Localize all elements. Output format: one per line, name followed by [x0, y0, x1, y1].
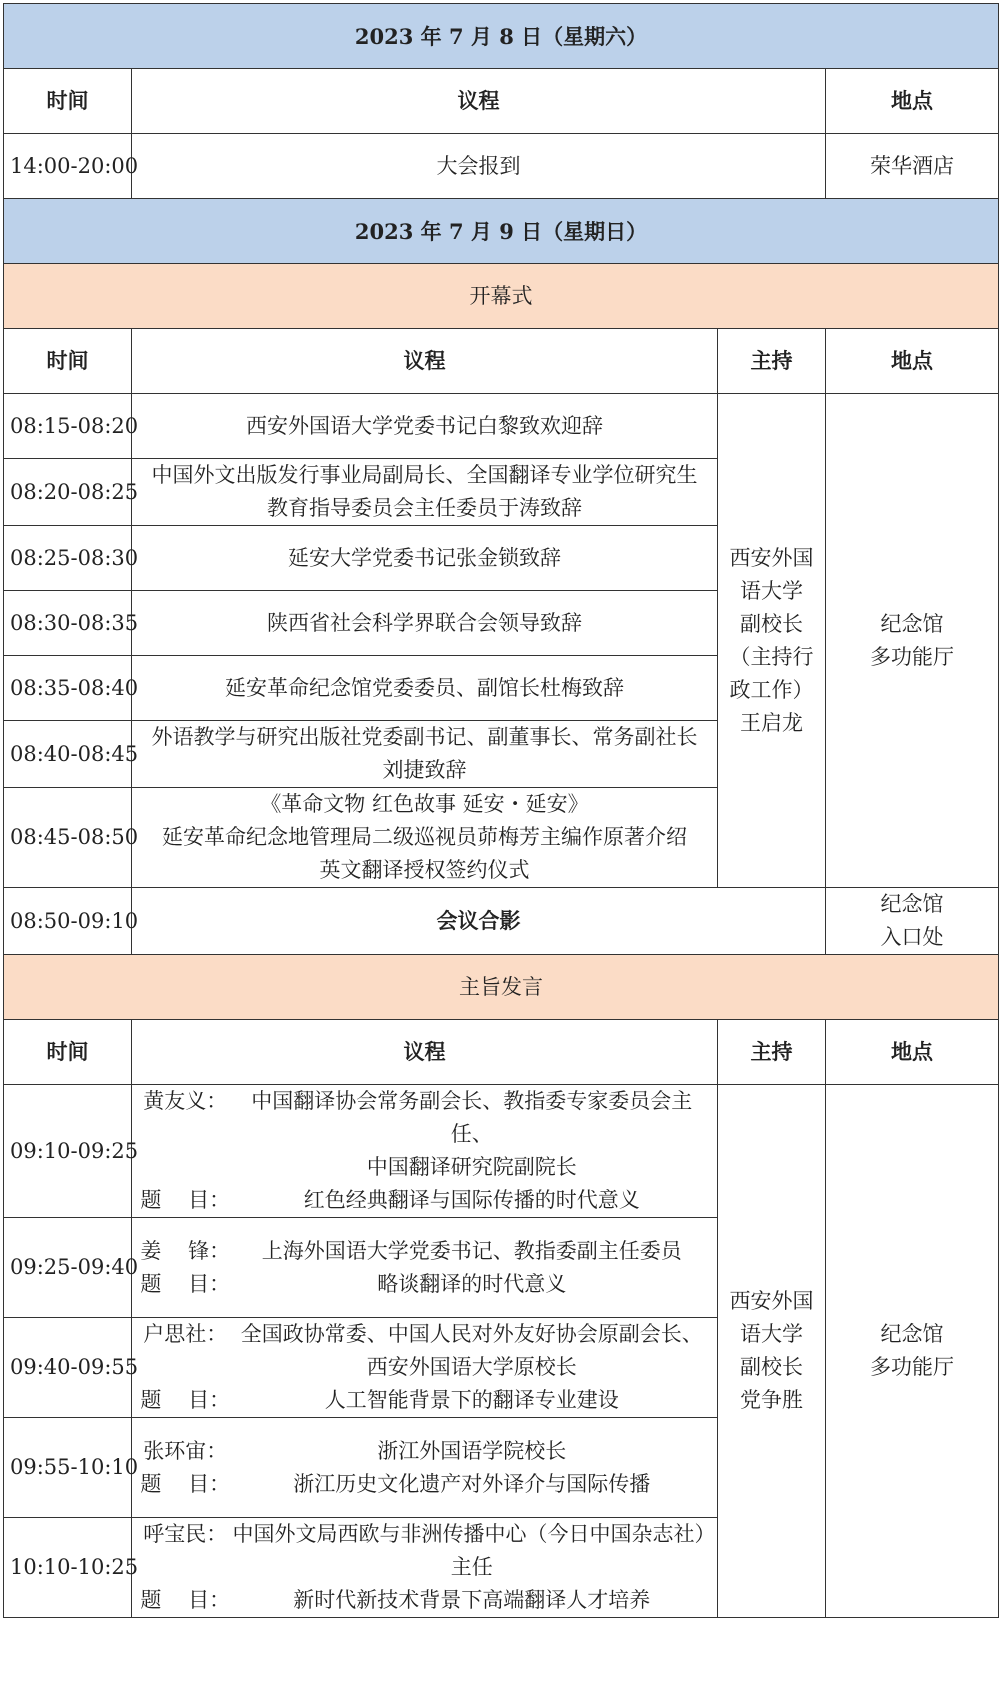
row-time: 08:50-09:10 [4, 888, 132, 955]
speaker-title: 中国外文局西欧与非洲传播中心（今日中国杂志社） [232, 1522, 716, 1546]
host-line: 语大学 [740, 1322, 803, 1346]
row-time: 10:10-10:25 [4, 1518, 132, 1618]
header-agenda: 议程 [132, 329, 718, 394]
keynote-venue [826, 1085, 999, 1618]
venue-line: 入口处 [880, 925, 944, 949]
row-time: 09:40-09:55 [4, 1318, 132, 1418]
row-venue: 荣华酒店 [826, 134, 999, 199]
venue-line: 多功能厅 [870, 644, 955, 669]
row-time: 08:30-08:35 [4, 591, 132, 656]
topic-text: 人工智能背景下的翻译专业建设 [324, 1388, 619, 1412]
header-host: 主持 [718, 1020, 826, 1085]
speaker-name: 张环宙： [143, 1438, 228, 1463]
row-time: 08:20-08:25 [4, 459, 132, 526]
topic-line [138, 1184, 711, 1217]
opening-venue [826, 394, 999, 888]
header-time: 时间 [4, 1020, 132, 1085]
topic-line [138, 1384, 711, 1417]
day2-date: 2023 年 7 月 9 日（星期日） [4, 199, 999, 264]
host-line: 西安外国 [729, 545, 814, 570]
venue-line: 纪念馆 [880, 611, 944, 636]
speech-cell [132, 1085, 718, 1218]
venue-line: 纪念馆 [880, 1322, 944, 1346]
host-line: 副校长 [740, 1355, 803, 1379]
speaker-name: 黄友义： [143, 1089, 228, 1113]
speaker-title: 全国政协常委、中国人民对外友好协会原副会长、 [240, 1322, 703, 1346]
topic-label: 题 目： [140, 1588, 231, 1612]
row-agenda [132, 591, 718, 656]
venue-line: 纪念馆 [880, 892, 944, 916]
venue-line: 多功能厅 [870, 1355, 955, 1379]
row-agenda [132, 394, 718, 459]
row-time: 08:25-08:30 [4, 526, 132, 591]
row-time: 09:10-09:25 [4, 1085, 132, 1218]
agenda-line: 中国外文出版发行事业局副局长、全国翻译专业学位研究生 [151, 463, 698, 487]
row-agenda [132, 656, 718, 721]
row-agenda: 大会报到 [132, 134, 826, 199]
agenda-line: 陕西省社会科学界联合会领导致辞 [267, 610, 582, 635]
speaker-name: 呼宝民： [143, 1522, 228, 1546]
row-time: 08:40-08:45 [4, 721, 132, 788]
row-time: 14:00-20:00 [4, 134, 132, 199]
keynote-title: 主旨发言 [4, 955, 999, 1020]
header-host: 主持 [718, 329, 826, 394]
host-line: 王启龙 [740, 710, 803, 735]
row-time: 09:55-10:10 [4, 1418, 132, 1518]
speaker-title: 上海外国语大学党委书记、教指委副主任委员 [261, 1238, 682, 1263]
row-time: 08:35-08:40 [4, 656, 132, 721]
host-line: 党争胜 [740, 1388, 803, 1412]
opening-section-row [4, 264, 999, 329]
agenda-line: 外语教学与研究出版社党委副书记、副董事长、常务副社长 [151, 725, 698, 749]
header-agenda: 议程 [132, 69, 826, 134]
header-agenda: 议程 [132, 1020, 718, 1085]
topic-text: 新时代新技术背景下高端翻译人才培养 [293, 1588, 651, 1612]
agenda-line: 《革命文物 红色故事 延安・延安》 [260, 792, 589, 816]
agenda-line: 延安革命纪念地管理局二级巡视员茆梅芳主编作原著介绍 [162, 825, 687, 849]
day1-date: 2023 年 7 月 8 日（星期六） [4, 4, 999, 69]
topic-label: 题 目： [140, 1188, 231, 1212]
topic-label: 题 目： [140, 1271, 231, 1296]
speaker-line [138, 1085, 711, 1151]
row-agenda [132, 459, 718, 526]
row-time: 08:45-08:50 [4, 788, 132, 888]
topic-line [138, 1584, 711, 1617]
topic-text: 略谈翻译的时代意义 [377, 1271, 567, 1296]
row-agenda [132, 721, 718, 788]
day1-header-row [4, 69, 999, 134]
header-venue: 地点 [826, 1020, 999, 1085]
speaker-title: 中国翻译协会常务副会长、教指委专家委员会主任、 [251, 1089, 693, 1146]
row-agenda [132, 788, 718, 888]
header-time: 时间 [4, 69, 132, 134]
row-time: 08:15-08:20 [4, 394, 132, 459]
keynote-row [4, 1085, 999, 1218]
row-time: 09:25-09:40 [4, 1218, 132, 1318]
agenda-line: 刘捷致辞 [382, 758, 467, 782]
agenda-line: 延安大学党委书记张金锁致辞 [288, 545, 561, 570]
schedule-table [3, 3, 999, 1618]
host-line: 政工作） [729, 677, 814, 702]
host-line: （主持行 [729, 644, 814, 669]
host-line: 副校长 [740, 611, 803, 636]
row-agenda [132, 526, 718, 591]
day1-row [4, 134, 999, 199]
topic-text: 红色经典翻译与国际传播的时代意义 [303, 1188, 640, 1212]
host-line: 西安外国 [729, 1289, 814, 1313]
speaker-line [138, 1318, 711, 1351]
speaker-line [138, 1518, 716, 1551]
speaker-title: 浙江外国语学院校长 [377, 1438, 567, 1463]
keynote-header-row [4, 1020, 999, 1085]
speaker-line [138, 1435, 711, 1468]
speaker-name: 户思社： [143, 1322, 228, 1346]
agenda-line: 英文翻译授权签约仪式 [319, 858, 530, 882]
topic-text: 浙江历史文化遗产对外译介与国际传播 [293, 1471, 651, 1496]
opening-row [4, 394, 999, 459]
header-venue: 地点 [826, 69, 999, 134]
photo-row [4, 888, 999, 955]
opening-header-row [4, 329, 999, 394]
row-agenda: 会议合影 [132, 888, 826, 955]
speaker-line [138, 1235, 711, 1268]
speech-cell [132, 1318, 718, 1418]
topic-line [138, 1268, 711, 1301]
topic-line [138, 1468, 711, 1501]
header-time: 时间 [4, 329, 132, 394]
speaker-title-cont: 西安外国语大学原校长 [366, 1355, 577, 1379]
speaker-title-cont: 主任 [450, 1555, 493, 1579]
host-line: 语大学 [740, 578, 803, 603]
speaker-name: 姜 锋： [140, 1238, 231, 1263]
opening-host [718, 394, 826, 888]
keynote-section-row [4, 955, 999, 1020]
opening-title: 开幕式 [4, 264, 999, 329]
photo-venue [826, 888, 999, 955]
speech-cell [132, 1218, 718, 1318]
agenda-line: 延安革命纪念馆党委委员、副馆长杜梅致辞 [225, 675, 624, 700]
agenda-line: 教育指导委员会主任委员于涛致辞 [267, 496, 582, 520]
topic-label: 题 目： [140, 1388, 231, 1412]
day2-date-row [4, 199, 999, 264]
speech-cell [132, 1518, 718, 1618]
speaker-title-cont: 中国翻译研究院副院长 [366, 1155, 577, 1179]
agenda-line: 西安外国语大学党委书记白黎致欢迎辞 [246, 413, 603, 438]
keynote-host [718, 1085, 826, 1618]
header-venue: 地点 [826, 329, 999, 394]
topic-label: 题 目： [140, 1471, 231, 1496]
day1-date-row [4, 4, 999, 69]
speech-cell [132, 1418, 718, 1518]
